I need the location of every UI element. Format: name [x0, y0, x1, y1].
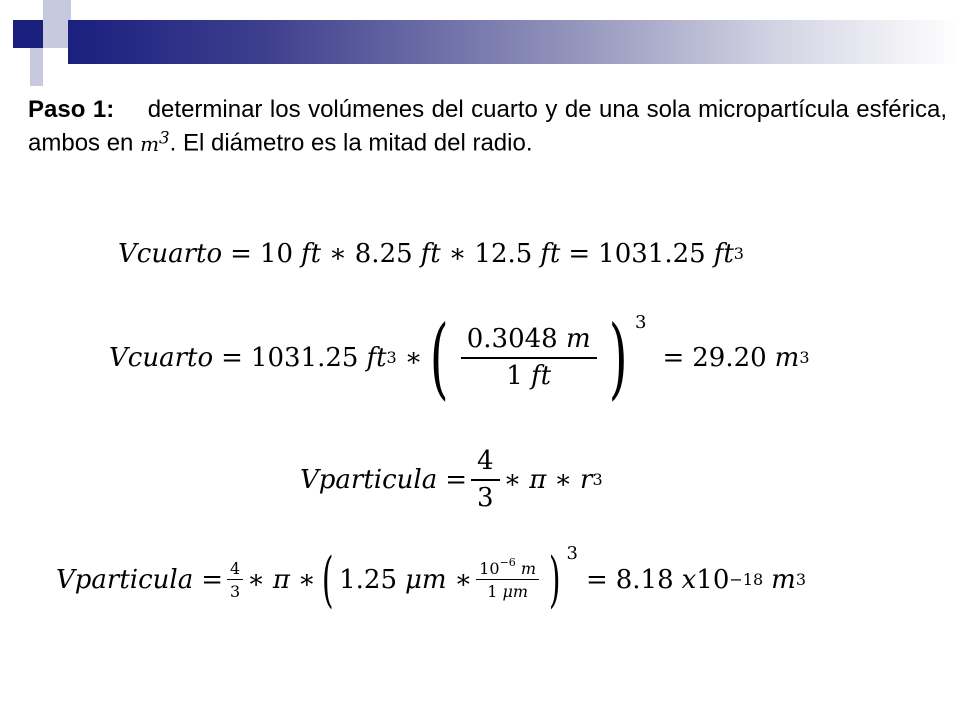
step-unit: $m^3$: [140, 128, 170, 156]
step-description: [28, 93, 947, 160]
equation-room-volume-ft: Vcuarto = 10 ft ∗ 8.25 ft ∗ 12.5 ft = 1031.25 ft 3: [118, 239, 744, 269]
header-square-navy: [13, 20, 43, 48]
equation-particle-volume-formula: Vparticula = $\frac{4}{3}$ ∗ π ∗ r 3: [300, 445, 603, 513]
step-text-2: . El diámetro es la mitad del radio.: [169, 129, 533, 157]
step-label: Paso 1:: [28, 96, 115, 123]
step-text-1: determinar los volúmenes del cuarto y de una sola micropartícula esférica, ambos en: [28, 96, 947, 157]
header-square-white-top: [13, 0, 29, 20]
header-gradient-bar: [68, 20, 960, 64]
header-square-lavender-top: [43, 0, 71, 20]
header-square-lavender: [43, 20, 71, 48]
header-square-lavender-bottom: [30, 48, 43, 86]
header-square-white-bottom: [13, 48, 30, 64]
equation-room-volume-m: Vcuarto = 1031.25 ft 3 ∗ ( $\frac{0.3048 m}{1 ft}$ ) 3 = 29.20 m 3: [109, 306, 810, 409]
equation-particle-volume-value: Vparticula = $\frac{4}{3}$ ∗ π ∗ ( 1.25 μm ∗ $\frac{10^{-6} m}{1 \mu m}$ ) 3 = 8.18 x 10 −18 m 3: [56, 543, 806, 615]
